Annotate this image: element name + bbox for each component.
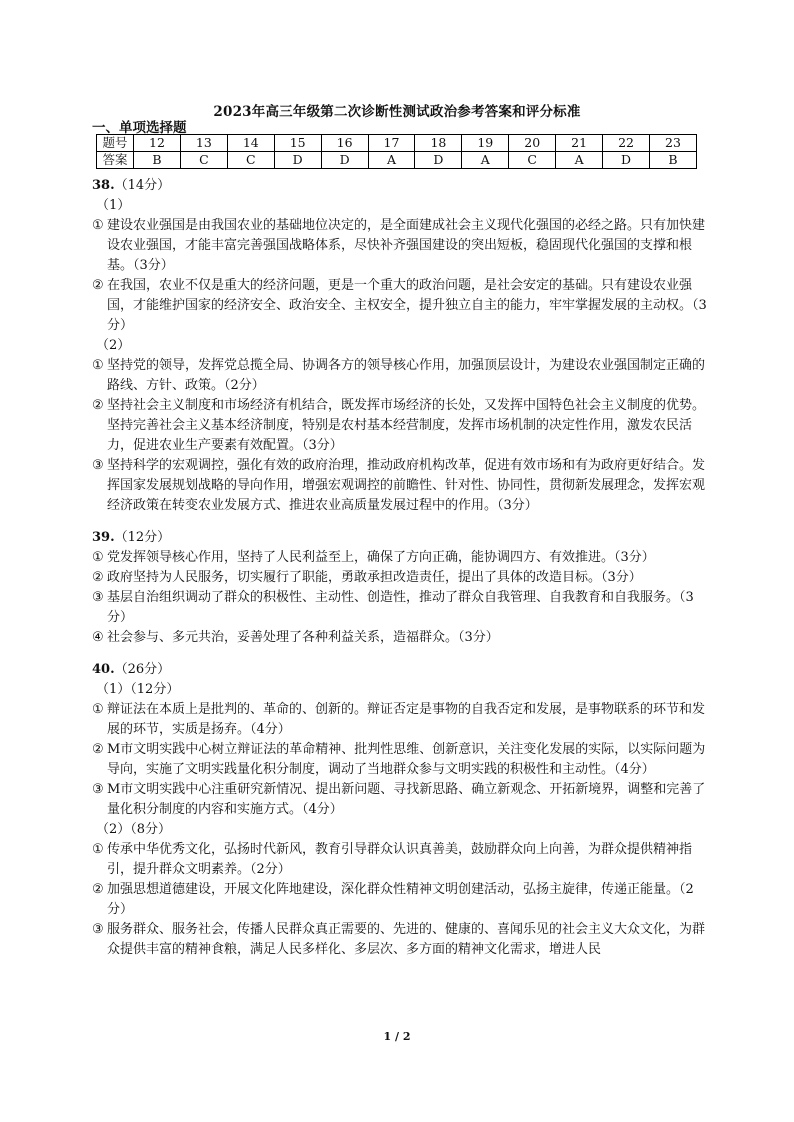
table-cell: 20 xyxy=(509,135,556,152)
row-label-answer: 答案 xyxy=(97,152,134,169)
item-text: 基层自治组织调动了群众的积极性、主动性、创造性，推动了群众自我管理、自我教育和自我服务。（3分） xyxy=(107,590,694,625)
question-score: （12分） xyxy=(114,530,171,545)
answer-table-row-numbers xyxy=(97,135,697,152)
list-item xyxy=(92,880,707,920)
question-score: （14分） xyxy=(114,178,171,193)
list-item xyxy=(92,216,707,276)
table-cell: 23 xyxy=(649,135,696,152)
question-38-header xyxy=(92,176,707,196)
answer-table xyxy=(96,134,697,169)
item-marker: ② xyxy=(92,278,104,293)
item-text: 辩证法在本质上是批判的、革命的、创新的。辩证否定是事物的自我否定和发展，是事物联系的环节和发展的环节，实质是扬弃。（4分） xyxy=(107,702,706,737)
item-marker: ① xyxy=(92,358,104,373)
item-marker: ③ xyxy=(92,590,104,605)
item-text: 党发挥领导核心作用，坚持了人民利益至上，确保了方向正确，能协调四方、有效推进。（3分） xyxy=(107,550,655,565)
table-cell: C xyxy=(180,152,227,169)
list-item xyxy=(92,920,707,960)
item-text: M市文明实践中心树立辩证法的革命精神、批判性思维、创新意识，关注变化发展的实际，以实际问题为导向，实施了文明实践量化积分制度，调动了当地群众参与文明实践的积极性和主动性。（4分） xyxy=(107,742,706,777)
section-heading-single-choice: 一、单项选择题 xyxy=(92,120,187,136)
item-marker: ④ xyxy=(92,630,104,645)
table-cell: 17 xyxy=(368,135,415,152)
item-marker: ① xyxy=(92,702,104,717)
table-cell: D xyxy=(415,152,462,169)
item-text: 加强思想道德建设，开展文化阵地建设，深化群众性精神文明创建活动，弘扬主旋律，传递正能量。（2分） xyxy=(107,882,694,917)
item-text: 传承中华优秀文化，弘扬时代新风，教育引导群众认识真善美，鼓励群众向上向善，为群众提供精神指引，提升群众文明素养。（2分） xyxy=(107,842,693,877)
list-item xyxy=(92,276,707,336)
table-cell: 13 xyxy=(180,135,227,152)
table-cell: 14 xyxy=(227,135,274,152)
row-label-question-number: 题号 xyxy=(97,135,134,152)
item-marker: ① xyxy=(92,550,104,565)
item-text: 坚持党的领导，发挥党总揽全局、协调各方的领导核心作用，加强顶层设计，为建设农业强国制定正确的路线、方针、政策。（2分） xyxy=(107,358,706,393)
item-text: 坚持科学的宏观调控，强化有效的政府治理，推动政府机构改革，促进有效市场和有为政府更好结合。发挥国家发展规划战略的导向作用，增强宏观调控的前瞻性、针对性、协同性，贯彻新发展理念，发挥宏观经济政策在转变农业发展方式、推进农业高质量发展过程中的作用。（3分） xyxy=(107,458,706,513)
list-item xyxy=(92,456,707,516)
spacer xyxy=(92,648,707,660)
list-item xyxy=(92,740,707,780)
list-item xyxy=(92,780,707,820)
table-cell: 15 xyxy=(274,135,321,152)
item-text: 社会参与、多元共治，妥善处理了各种利益关系，造福群众。（3分） xyxy=(107,630,499,645)
table-cell: 22 xyxy=(603,135,650,152)
table-cell: 21 xyxy=(556,135,603,152)
answer-content xyxy=(92,176,707,960)
list-item xyxy=(92,700,707,740)
part-label: （2） xyxy=(96,338,131,353)
spacer xyxy=(92,516,707,528)
list-item xyxy=(92,356,707,396)
item-marker: ② xyxy=(92,882,104,897)
table-cell: C xyxy=(509,152,556,169)
list-item xyxy=(92,396,707,456)
table-cell: A xyxy=(556,152,603,169)
table-cell: D xyxy=(274,152,321,169)
item-text: 在我国，农业不仅是重大的经济问题，更是一个重大的政治问题，是社会安定的基础。只有建设农业强国，才能维护国家的经济安全、政治安全、主权安全，提升独立自主的能力，牢牢掌握发展的主动权。（3分） xyxy=(107,278,707,333)
table-cell: D xyxy=(321,152,368,169)
list-item xyxy=(92,548,707,568)
table-cell: 18 xyxy=(415,135,462,152)
table-cell: C xyxy=(227,152,274,169)
question-number: 40. xyxy=(92,662,115,677)
part-label: （1） xyxy=(96,198,131,213)
item-marker: ③ xyxy=(92,458,104,473)
item-text: 坚持社会主义制度和市场经济有机结合，既发挥市场经济的长处，又发挥中国特色社会主义制度的优势。坚持完善社会主义基本经济制度，特别是农村基本经营制度，发挥市场机制的决定性作用，激发农民活力，促进农业生产要素有效配置。（3分） xyxy=(107,398,706,453)
page-number: 1 / 2 xyxy=(383,1030,411,1043)
item-marker: ② xyxy=(92,742,104,757)
document-title: 2023年高三年级第二次诊断性测试政治参考答案和评分标准 xyxy=(213,104,581,120)
table-cell: B xyxy=(649,152,696,169)
item-marker: ① xyxy=(92,218,104,233)
question-39-header xyxy=(92,528,707,548)
list-item xyxy=(92,568,707,588)
question-number: 39. xyxy=(92,530,115,545)
table-cell: 16 xyxy=(321,135,368,152)
item-text: 政府坚持为人民服务，切实履行了职能，勇敢承担改造责任，提出了具体的改造目标。（3分） xyxy=(107,570,642,585)
item-marker: ② xyxy=(92,570,104,585)
item-text: 服务群众、服务社会，传播人民群众真正需要的、先进的、健康的、喜闻乐见的社会主义大众文化，为群众提供丰富的精神食粮，满足人民多样化、多层次、多方面的精神文化需求，增进人民 xyxy=(107,922,706,957)
question-40-header xyxy=(92,660,707,680)
part-label: （1）（12分） xyxy=(96,682,180,697)
item-text: M市文明实践中心注重研究新情况、提出新问题、寻找新思路、确立新观念、开拓新境界，调整和完善了量化积分制度的内容和实施方式。（4分） xyxy=(107,782,706,817)
item-marker: ③ xyxy=(92,782,104,797)
list-item xyxy=(92,840,707,880)
item-marker: ① xyxy=(92,842,104,857)
table-cell: 19 xyxy=(462,135,509,152)
table-cell: D xyxy=(603,152,650,169)
part-label: （2）（8分） xyxy=(96,822,172,837)
item-marker: ② xyxy=(92,398,104,413)
table-cell: 12 xyxy=(134,135,181,152)
list-item xyxy=(92,588,707,628)
question-number: 38. xyxy=(92,178,115,193)
item-marker: ③ xyxy=(92,922,104,937)
list-item xyxy=(92,628,707,648)
table-cell: A xyxy=(462,152,509,169)
table-cell: A xyxy=(368,152,415,169)
question-score: （26分） xyxy=(114,662,171,677)
table-cell: B xyxy=(134,152,181,169)
item-text: 建设农业强国是由我国农业的基础地位决定的，是全面建成社会主义现代化强国的必经之路。只有加快建设农业强国，才能丰富完善强国战略体系，尽快补齐强国建设的突出短板，稳固现代化强国的支撑和根基。（3分） xyxy=(107,218,706,273)
answer-table-row-answers xyxy=(97,152,697,169)
